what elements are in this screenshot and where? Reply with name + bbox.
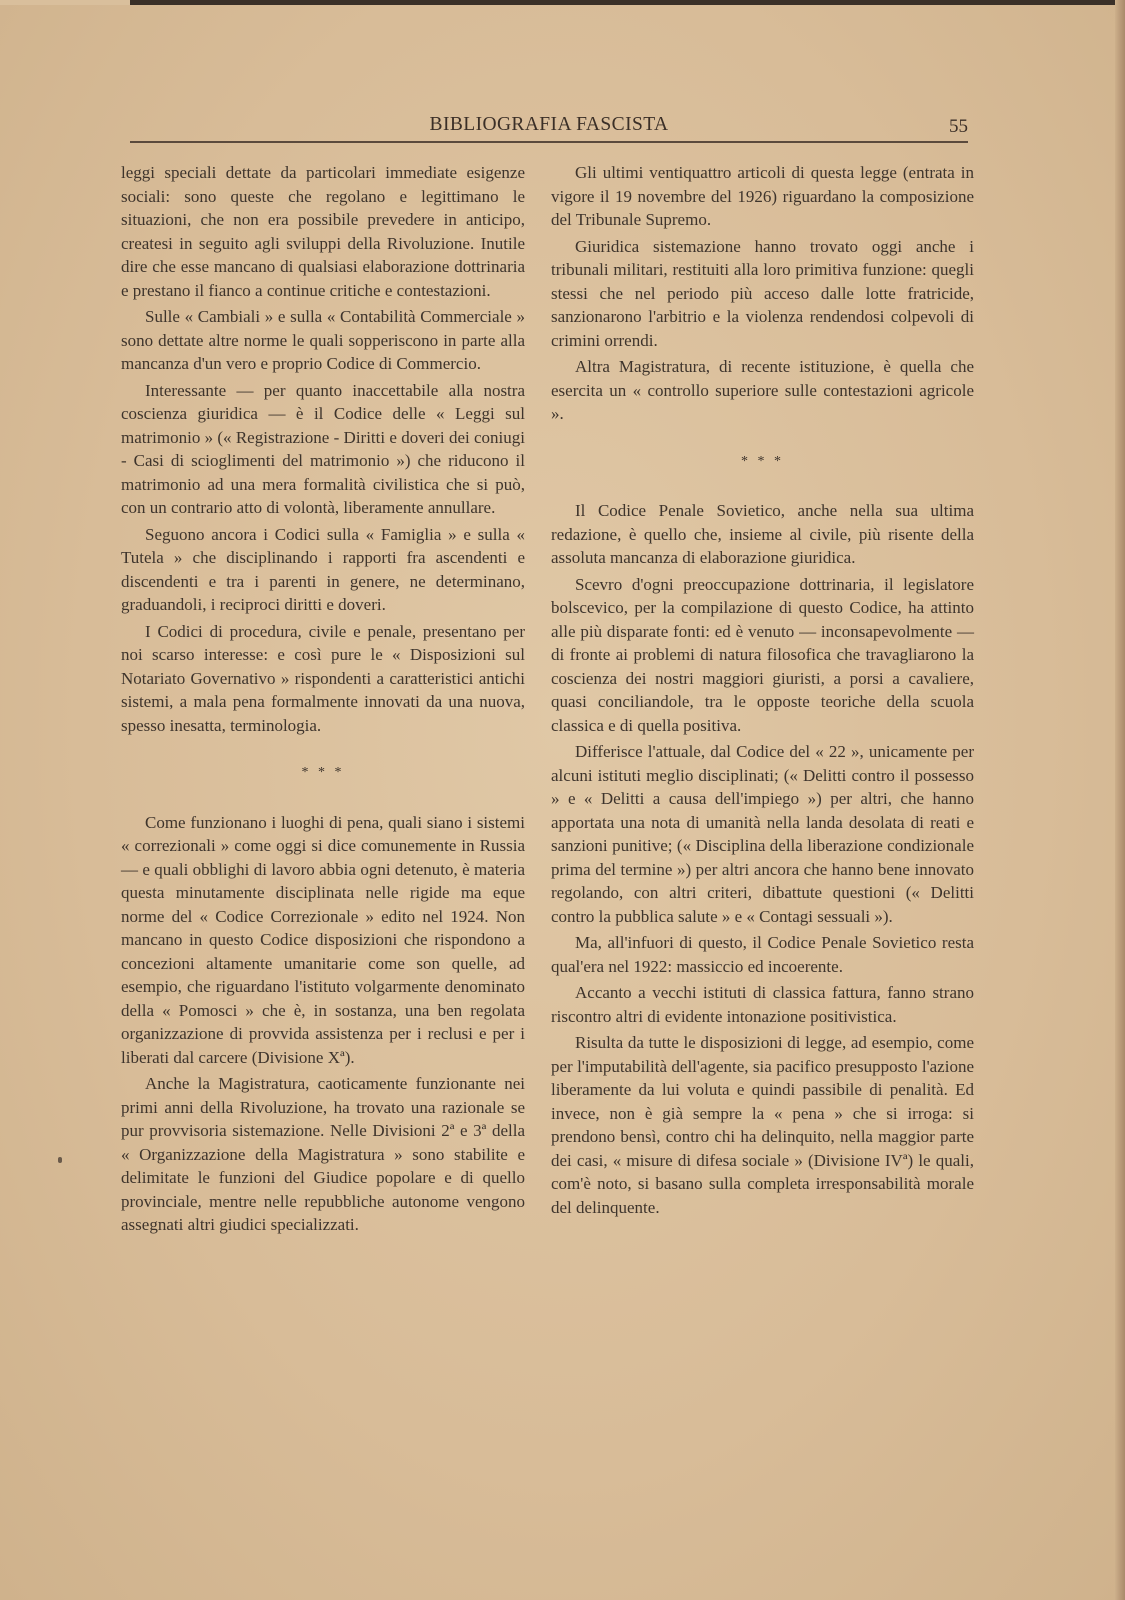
paragraph: Seguono ancora i Codici sulla « Famiglia » e sulla « Tutela » che disciplinando i rapporti fra ascendenti e discendenti e tra i parenti in genere, ne determinano, graduandoli, i reciproci diritti e doveri. — [121, 524, 525, 614]
right-column — [551, 161, 974, 1222]
scan-top-edge-gap — [0, 0, 130, 5]
section-separator: * * * — [741, 453, 784, 469]
paragraph: Gli ultimi ventiquattro articoli di questa legge (entrata in vigore il 19 novembre del 1926) riguardano la composizione del Tribunale Supremo. — [551, 163, 974, 229]
paper-speck — [58, 1157, 62, 1163]
page-header — [130, 114, 968, 144]
header-rule — [130, 141, 968, 143]
section-separator: * * * — [301, 765, 345, 780]
running-title: BIBLIOGRAFIA FASCISTA — [429, 114, 669, 135]
paragraph: Il Codice Penale Sovietico, anche nella sua ultima redazione, è quello che, insieme al civile, più risente della assoluta mancanza di elaborazione giuridica. — [551, 501, 974, 567]
paragraph: Sulle « Cambiali » e sulla « Contabilità Commerciale » sono dettate altre norme le quali sopperiscono in parte alla mancanza d'un vero e proprio Codice di Commercio. — [121, 307, 525, 373]
paragraph: Risulta da tutte le disposizioni di legge, ad esempio, come per l'imputabilità dell'agente, sia pacifico presupposto l'azione liberamente da lui voluta e quindi passibile di penalità. Ed invece, non è già sempre la « pena » che si irroga: si prendono bensì, contro chi ha delinquito, nella maggior parte dei casi, « misure di difesa sociale » (Divisione IVª) le quali, com'è noto, si basano sulla completa irresponsabilità morale del delinquente. — [551, 1033, 974, 1217]
paragraph: leggi speciali dettate da particolari immediate esigenze sociali: sono queste che regolano e legittimano le situazioni, che non era possibile prevedere in anticipo, createsi in seguito agli sviluppi della Rivoluzione. Inutile dire che esse mancano di qualsiasi elaborazione dottrinaria e prestano il fianco a continue critiche e contestazioni. — [121, 163, 525, 300]
paragraph: Scevro d'ogni preoccupazione dottrinaria, il legislatore bolscevico, per la compilazione di questo Codice, ha attinto alle più disparate fonti: ed è venuto — inconsapevolmente — di fronte ai problemi di natura filosofica che travagliarono la coscienza dei nostri maggiori giuristi, a porsi a cavaliere, quasi conciliandole, tra le opposte teoriche della scuola classica e di quella positiva. — [551, 574, 974, 735]
left-column — [121, 161, 525, 1240]
paragraph: Differisce l'attuale, dal Codice del « 22 », unicamente per alcuni istituti meglio disciplinati; (« Delitti contro il possesso » e « Delitti a causa dell'impiego ») per altri, che hanno apportata una nota di umanità nella landa desolata di reati e sanzioni punitive; (« Disciplina della liberazione condizionale prima del termine ») per altri ancora che hanno bene innovato regolando, con altri criteri, dibattute questioni (« Delitti contro la pubblica salute » e « Contagi sessuali »). — [551, 742, 974, 926]
paragraph: Altra Magistratura, di recente istituzione, è quella che esercita un « controllo superiore sulle contestazioni agricole ». — [551, 357, 974, 423]
paragraph: Come funzionano i luoghi di pena, quali siano i sistemi « correzionali » come oggi si dice comunemente in Russia — e quali obblighi di lavoro abbia ogni detenuto, è materia questa minutamente disciplinata nelle rigide ma eque norme del « Codice Correzionale » edito nel 1924. Non mancano in questo Codice disposizioni che rispondono a concezioni altamente umanitarie come son quelle, ad esempio, che riguardano l'istituto volgarmente denominato della « Pomosci » che è, in sostanza, una ben regolata organizzazione di provvida assistenza per i reclusi e per i liberati dal carcere (Divisione Xª). — [121, 812, 525, 1067]
page-number: 55 — [949, 116, 968, 137]
scan-right-edge — [1115, 0, 1125, 1600]
paragraph: Giuridica sistemazione hanno trovato oggi anche i tribunali militari, restituiti alla loro primitiva funzione: quegli stessi che nel periodo più acceso dalle lotte fratricide, sanzionarono l'arbitrio e la violenza rendendosi colpevoli di crimini orrendi. — [551, 236, 974, 350]
paragraph: Interessante — per quanto inaccettabile alla nostra coscienza giuridica — è il Codice delle « Leggi sul matrimonio » (« Registrazione - Diritti e doveri dei coniugi - Casi di scioglimenti del matrimonio ») che riducono il matrimonio ad una mera formalità civilistica che si può, con un contrario atto di volontà, liberamente annullare. — [121, 380, 525, 517]
paragraph: Anche la Magistratura, caoticamente funzionante nei primi anni della Rivoluzione, ha trovato una razionale se pur provvisoria sistemazione. Nelle Divisioni 2ª e 3ª della « Organizzazione della Magistratura » sono stabilite e delimitate le funzioni del Giudice popolare e di quello provinciale, mentre nelle repubbliche autonome vengono assegnati altri giudici specializzati. — [121, 1074, 525, 1234]
scan-top-edge — [0, 0, 1125, 5]
paragraph: Accanto a vecchi istituti di classica fattura, fanno strano riscontro altri di evidente intonazione positivistica. — [551, 983, 974, 1026]
paragraph: I Codici di procedura, civile e penale, presentano per noi scarso interesse: e così pure le « Disposizioni sul Notariato Governativo » rispondenti a caratteristici antichi sistemi, a mala pena formalmente innovati da una nuova, spesso inesatta, terminologia. — [121, 621, 525, 735]
paragraph: Ma, all'infuori di questo, il Codice Penale Sovietico resta qual'era nel 1922: massiccio ed incoerente. — [551, 933, 974, 976]
